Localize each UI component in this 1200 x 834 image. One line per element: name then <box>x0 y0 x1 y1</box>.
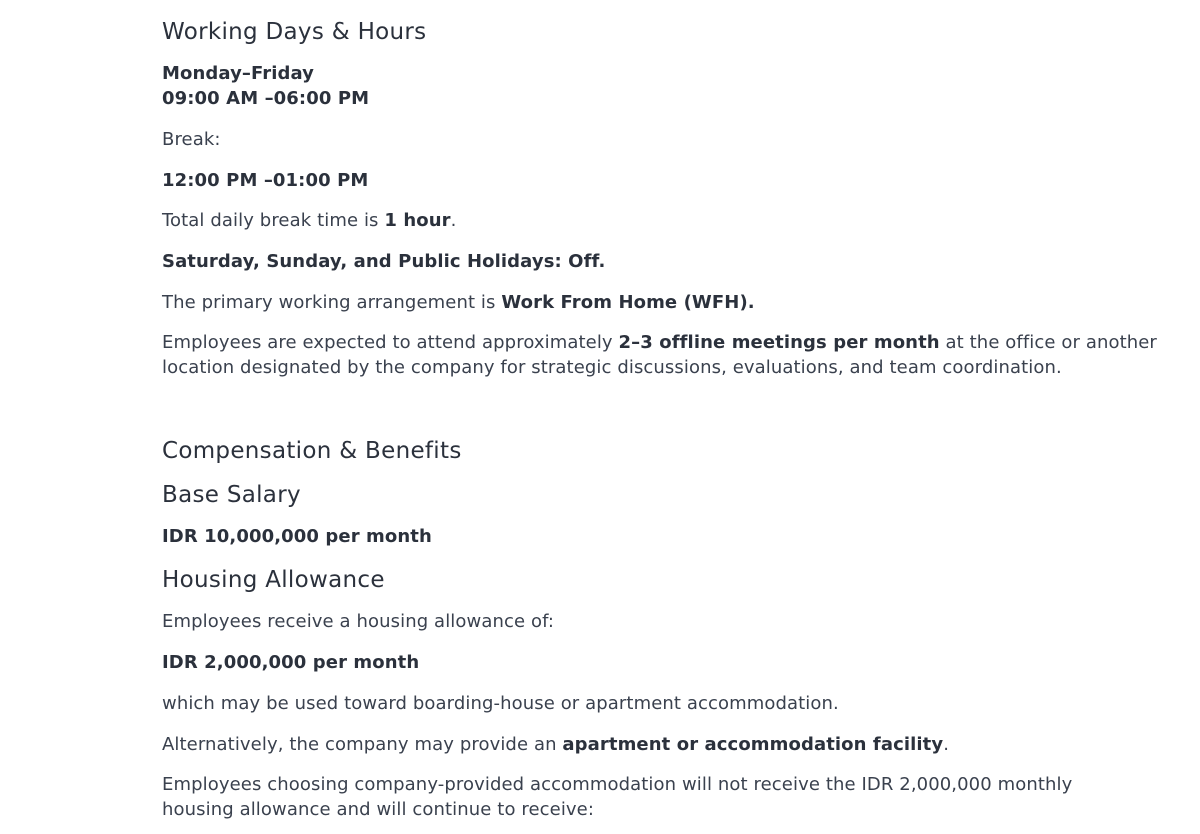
choice-text-line1: Employees choosing company-provided accommodation will not receive the IDR 2,000,000 monthly <box>162 774 1073 795</box>
housing-value: IDR 2,000,000 per month <box>162 652 420 673</box>
arrangement-value: Work From Home (WFH). <box>501 292 755 313</box>
break-label: Break: <box>162 129 221 150</box>
meetings-suffix: at the office or another <box>939 332 1157 353</box>
choice-text-line2: housing allowance and will continue to receive: <box>162 799 595 820</box>
base-salary-heading: Base Salary <box>162 482 301 508</box>
compensation-heading: Compensation & Benefits <box>162 438 462 464</box>
working-days-heading: Working Days & Hours <box>162 19 427 45</box>
days-off: Saturday, Sunday, and Public Holidays: Off. <box>162 251 606 272</box>
alternative-prefix: Alternatively, the company may provide an <box>162 734 563 755</box>
meetings-prefix: Employees are expected to attend approximately <box>162 332 619 353</box>
alternative-text <box>162 733 949 757</box>
working-days: Monday–Friday <box>162 63 315 84</box>
base-salary-value: IDR 10,000,000 per month <box>162 526 432 547</box>
arrangement-text <box>162 291 755 315</box>
alternative-value: apartment or accommodation facility <box>562 734 944 755</box>
alternative-suffix: . <box>943 734 950 755</box>
working-hours: 09:00 AM –06:00 PM <box>162 88 370 109</box>
housing-heading: Housing Allowance <box>162 567 385 593</box>
meetings-value: 2–3 offline meetings per month <box>618 332 940 353</box>
total-break-prefix: Total daily break time is <box>162 210 385 231</box>
housing-use: which may be used toward boarding-house or apartment accommodation. <box>162 693 839 714</box>
total-break-suffix: . <box>450 210 457 231</box>
total-break-text <box>162 209 456 233</box>
housing-intro: Employees receive a housing allowance of: <box>162 611 555 632</box>
break-hours: 12:00 PM –01:00 PM <box>162 170 369 191</box>
meetings-text-line1 <box>162 331 1157 355</box>
meetings-text-line2: location designated by the company for strategic discussions, evaluations, and team coordination. <box>162 357 1062 378</box>
total-break-value: 1 hour <box>384 210 451 231</box>
arrangement-prefix: The primary working arrangement is <box>162 292 502 313</box>
